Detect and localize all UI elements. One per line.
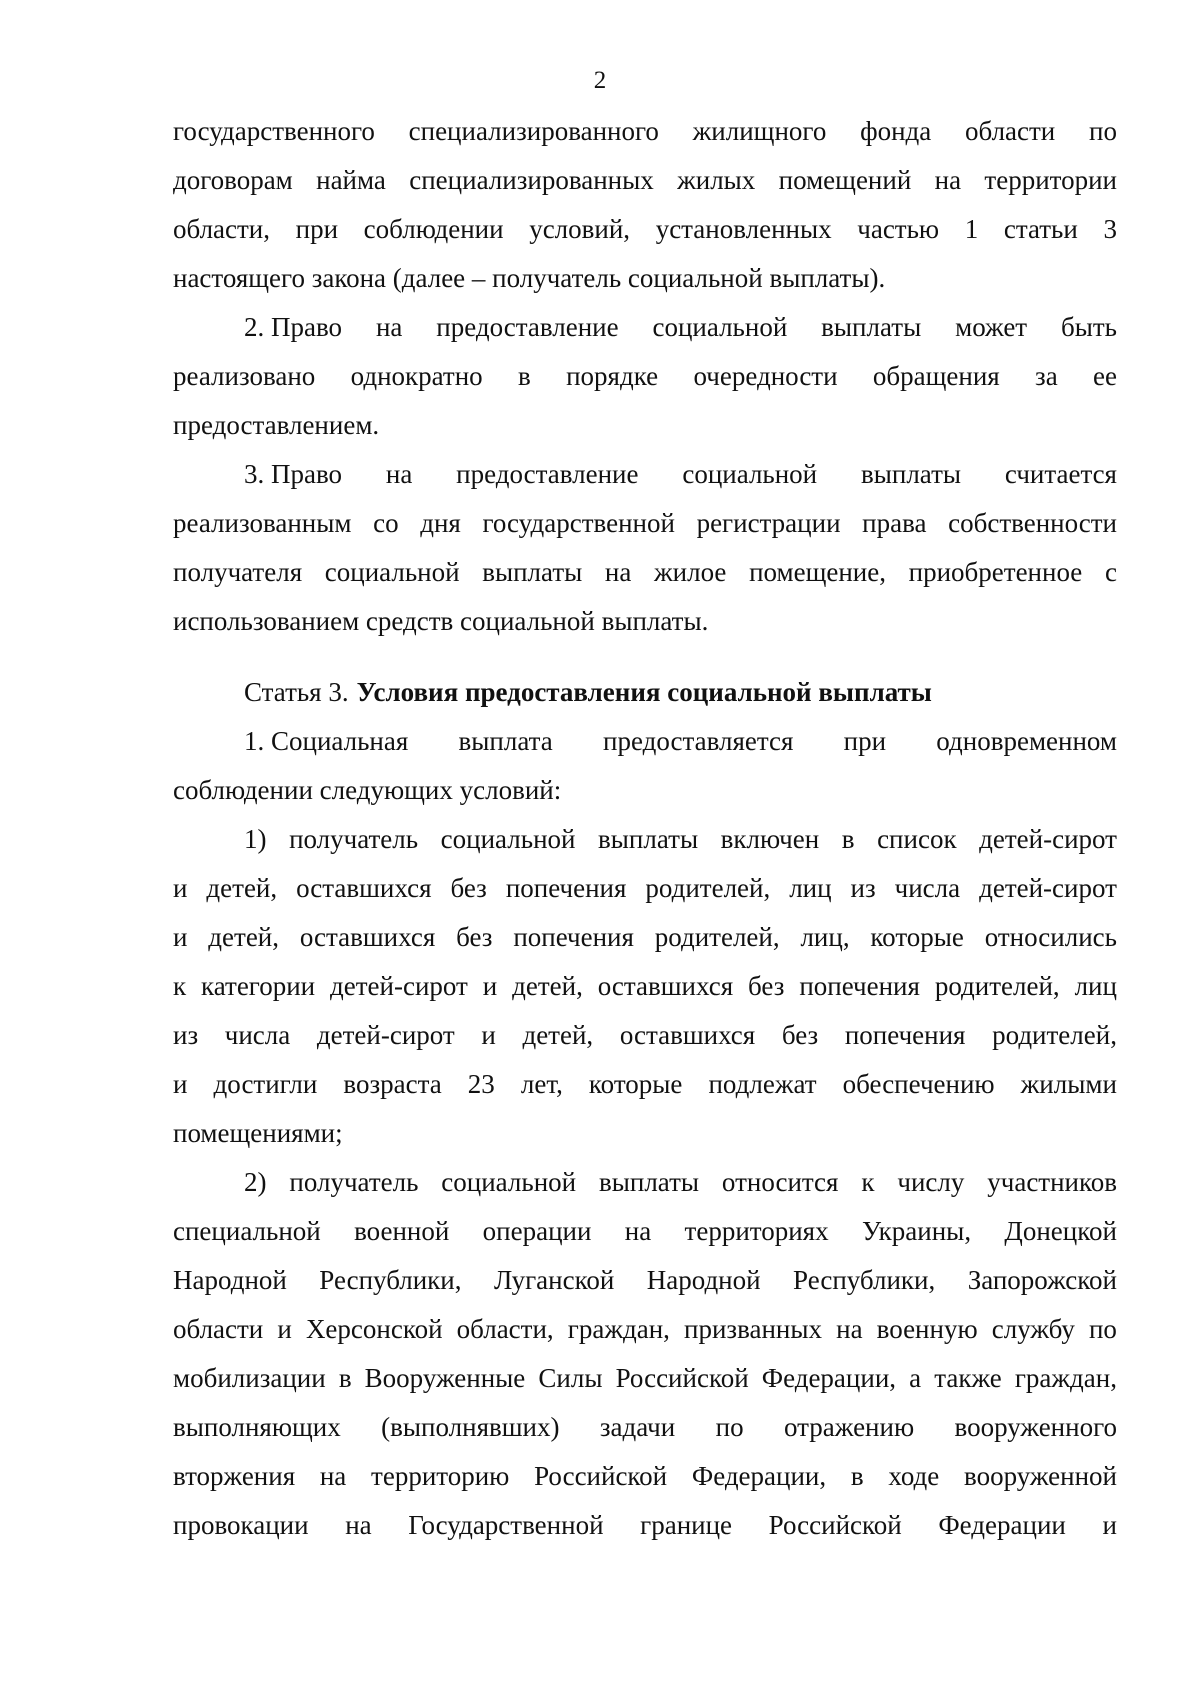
text-line (173, 1354, 1117, 1403)
text-line (173, 1060, 1117, 1109)
text-line (173, 548, 1117, 597)
word: детей-сирот (316, 1020, 455, 1050)
word: детей-сирот (330, 971, 468, 1001)
word: области, (173, 214, 271, 244)
word: помещение, (749, 557, 886, 587)
text-line (173, 1452, 1117, 1501)
word: предоставление (456, 459, 639, 489)
paragraph (173, 303, 1117, 450)
word: Донецкой (1004, 1216, 1117, 1246)
word: быть (1061, 312, 1117, 342)
word: помещений (778, 165, 912, 195)
word: граждан, (567, 1314, 670, 1344)
word: области, (456, 1314, 554, 1344)
word: договорам (173, 165, 293, 195)
word: относится (721, 1167, 839, 1197)
word: оставшихся (296, 873, 432, 903)
word: относились (984, 922, 1117, 952)
word: специализированных (409, 165, 654, 195)
word: достигли (213, 1069, 318, 1099)
word: 1. Социальная (244, 726, 409, 756)
word: лет, (520, 1069, 563, 1099)
word: области (173, 1314, 264, 1344)
word: на (345, 1510, 372, 1540)
word: на (624, 1216, 652, 1246)
word: родителей, (934, 971, 1060, 1001)
word: Государственной (408, 1510, 604, 1540)
word: 3. Право (244, 459, 343, 489)
text-line (173, 1305, 1117, 1354)
word: однократно (350, 361, 483, 391)
word: Российской (768, 1510, 902, 1540)
word: найма (316, 165, 386, 195)
word: по (1089, 116, 1117, 146)
word: 23 (467, 1069, 495, 1099)
word: на (385, 459, 413, 489)
word: попечения (799, 971, 920, 1001)
word: детей, (512, 971, 583, 1001)
text-line (173, 717, 1117, 766)
word: Силы (538, 1363, 603, 1393)
word: специальной (173, 1216, 321, 1246)
word: оставшихся (619, 1020, 756, 1050)
text-line (173, 1403, 1117, 1452)
word: категории (201, 971, 316, 1001)
word: настоящего закона (далее – получатель социальной выплаты). (173, 263, 886, 293)
text-line (173, 107, 1117, 156)
word: государственного (173, 116, 375, 146)
word: за (1035, 361, 1058, 391)
word: жилое (654, 557, 727, 587)
text-line (173, 1207, 1117, 1256)
word: реализованным (173, 508, 352, 538)
word: выплаты (821, 312, 922, 342)
text-line (173, 254, 1117, 303)
word: числа (894, 873, 961, 903)
word: Федерации, (761, 1363, 897, 1393)
word: список (877, 824, 957, 854)
word: фонда (860, 116, 932, 146)
word: оставшихся (299, 922, 436, 952)
word: 2. Право (244, 312, 343, 342)
word: права (862, 508, 927, 538)
page-number: 2 (593, 67, 607, 94)
word: и (482, 971, 498, 1001)
word: жилищного (692, 116, 827, 146)
word: помещениями; (173, 1118, 343, 1148)
word: предоставлением. (173, 410, 380, 440)
word: отражению (784, 1412, 915, 1442)
word: Российской (615, 1363, 749, 1393)
text-line (173, 450, 1117, 499)
word: жилыми (1020, 1069, 1117, 1099)
text-line (173, 864, 1117, 913)
word: детей, (208, 922, 280, 952)
word: родителей, (992, 1020, 1117, 1050)
word: очередности (693, 361, 838, 391)
word: детей-сирот (979, 873, 1117, 903)
paragraph (173, 107, 1117, 303)
word: и (481, 1020, 496, 1050)
document-body (173, 107, 1117, 1550)
word: лиц (1074, 971, 1117, 1001)
word: детей, (522, 1020, 594, 1050)
word: родителей, (645, 873, 771, 903)
word: в (850, 1461, 864, 1491)
word: считается (1004, 459, 1117, 489)
word: Украины, (861, 1216, 972, 1246)
word: из (173, 1020, 199, 1050)
article-heading (173, 668, 1117, 717)
word: выплаты (598, 824, 699, 854)
word: попечения (513, 922, 634, 952)
word: военной (354, 1216, 450, 1246)
word: вооруженной (964, 1461, 1117, 1491)
word: вторжения (173, 1461, 296, 1491)
word: лиц, (800, 922, 850, 952)
word: предоставление (436, 312, 619, 342)
word: 1 (964, 214, 979, 244)
text-line (173, 1011, 1117, 1060)
text-line (173, 205, 1117, 254)
word: соблюдении следующих условий: (173, 775, 562, 805)
word: предоставляется (603, 726, 794, 756)
text-line (173, 1256, 1117, 1305)
word: на (934, 165, 962, 195)
word: в (518, 361, 531, 391)
word: получатель (289, 824, 419, 854)
word: на (604, 557, 632, 587)
word: может (955, 312, 1028, 342)
word: операции (482, 1216, 592, 1246)
word: а (909, 1363, 922, 1393)
word: установленных (655, 214, 832, 244)
word: границе (640, 1510, 733, 1540)
text-line (173, 913, 1117, 962)
word: на (319, 1461, 347, 1491)
paragraph (173, 450, 1117, 646)
word: задачи (599, 1412, 676, 1442)
word: из (850, 873, 876, 903)
word: лиц (789, 873, 832, 903)
word: соблюдении (363, 214, 504, 244)
word: к (173, 971, 187, 1001)
word: вооруженного (954, 1412, 1117, 1442)
word: условий, (529, 214, 631, 244)
word: призванных (684, 1314, 823, 1344)
text-line (173, 1501, 1117, 1550)
word: социальной (441, 1167, 577, 1197)
word: без (748, 971, 785, 1001)
section-spacer (173, 646, 1117, 668)
word: без (450, 873, 487, 903)
word: и (173, 1069, 188, 1099)
word: Луганской (493, 1265, 615, 1295)
word: службу (991, 1314, 1075, 1344)
word: Народной (173, 1265, 287, 1295)
text-line (173, 766, 1117, 815)
word: оставшихся (597, 971, 734, 1001)
word: и (277, 1314, 292, 1344)
word: частью (857, 214, 940, 244)
word: Федерации (938, 1510, 1066, 1540)
word: Херсонской (305, 1314, 443, 1344)
word: Федерации, (691, 1461, 827, 1491)
word: которые (588, 1069, 683, 1099)
word: статьи (1003, 214, 1078, 244)
word: выполняющих (173, 1412, 341, 1442)
word: по (715, 1412, 744, 1442)
paragraph (173, 717, 1117, 815)
text-line (173, 156, 1117, 205)
word: граждан, (1014, 1363, 1117, 1393)
word: социальной (682, 459, 818, 489)
word: дня (420, 508, 461, 538)
word: попечения (505, 873, 627, 903)
word: числа (224, 1020, 291, 1050)
word: Запорожской (967, 1265, 1117, 1295)
paragraph (173, 1158, 1117, 1550)
word: которые (870, 922, 964, 952)
word: при (295, 214, 339, 244)
word: территории (984, 165, 1117, 195)
article-number: Статья 3. (244, 677, 349, 707)
text-line (173, 815, 1117, 864)
word: возраста (343, 1069, 442, 1099)
word: ее (1093, 361, 1117, 391)
word: включен (720, 824, 820, 854)
article-title: Условия предоставления социальной выплаты (356, 677, 932, 707)
word: и (1102, 1510, 1117, 1540)
word: Республики, (793, 1265, 936, 1295)
word: Народной (646, 1265, 761, 1295)
word: регистрации (696, 508, 841, 538)
word: подлежат (708, 1069, 817, 1099)
word: социальной (440, 824, 576, 854)
word: социальной (324, 557, 460, 587)
word: детей-сирот (979, 824, 1117, 854)
word: при (843, 726, 887, 756)
word: обращения (872, 361, 1000, 391)
word: территорию (371, 1461, 510, 1491)
word: обеспечению (842, 1069, 995, 1099)
word: в (338, 1363, 352, 1393)
word: 2) (244, 1167, 267, 1197)
word: участников (987, 1167, 1117, 1197)
word: одновременном (936, 726, 1117, 756)
word: получателя (173, 557, 303, 587)
word: 1) (244, 824, 267, 854)
word: Вооруженные (364, 1363, 526, 1393)
word: к (861, 1167, 875, 1197)
word: выплата (458, 726, 553, 756)
word: получатель (289, 1167, 419, 1197)
word: специализированного (408, 116, 659, 146)
word: жилых (677, 165, 756, 195)
word: выплаты (860, 459, 962, 489)
word: порядке (566, 361, 659, 391)
word: государственной (482, 508, 675, 538)
word: и (173, 922, 188, 952)
text-line (173, 303, 1117, 352)
word: с (1104, 557, 1117, 587)
word: военную (876, 1314, 978, 1344)
word: Республики, (319, 1265, 462, 1295)
word: ходе (888, 1461, 940, 1491)
word: родителей, (654, 922, 780, 952)
text-line (173, 1109, 1117, 1158)
word: территориях (684, 1216, 829, 1246)
word: числу (897, 1167, 965, 1197)
word: со (373, 508, 399, 538)
word: 3 (1103, 214, 1117, 244)
word: также (934, 1363, 1002, 1393)
text-line (173, 401, 1117, 450)
word: в (841, 824, 855, 854)
word: детей, (206, 873, 278, 903)
text-line (173, 962, 1117, 1011)
word: выплаты (482, 557, 583, 587)
word: Российской (534, 1461, 668, 1491)
text-line (173, 352, 1117, 401)
word: провокации (173, 1510, 309, 1540)
word: на (836, 1314, 863, 1344)
word: без (781, 1020, 819, 1050)
word: выплаты (598, 1167, 700, 1197)
word: по (1088, 1314, 1117, 1344)
word: на (375, 312, 403, 342)
word: попечения (844, 1020, 966, 1050)
text-line (173, 1158, 1117, 1207)
word: области (965, 116, 1056, 146)
paragraph (173, 815, 1117, 1158)
word: и (173, 873, 188, 903)
word: мобилизации (173, 1363, 326, 1393)
word: собственности (948, 508, 1117, 538)
word: использованием средств социальной выплаты. (173, 606, 709, 636)
text-line (173, 597, 1117, 646)
word: социальной (652, 312, 788, 342)
text-line (173, 499, 1117, 548)
word: реализовано (173, 361, 316, 391)
word: без (456, 922, 493, 952)
word: приобретенное (908, 557, 1083, 587)
word: (выполнявших) (381, 1412, 560, 1442)
